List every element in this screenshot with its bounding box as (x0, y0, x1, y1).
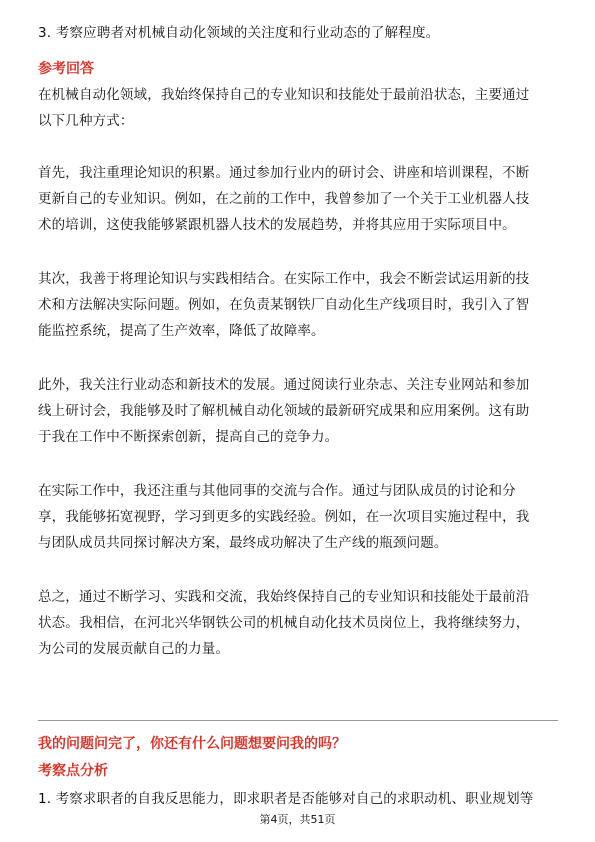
question-3: 3. 考察应聘者对机械自动化领域的关注度和行业动态的了解程度。 (38, 25, 440, 41)
paragraph-line: 在机械自动化领域，我始终保持自己的专业知识和技能处于最前沿状态，主要通过 (38, 87, 530, 103)
paragraph-line: 此外，我关注行业动态和新技术的发展。通过阅读行业杂志、关注专业网站和参加 (38, 377, 530, 393)
paragraph-line: 总之，通过不断学习、实践和交流，我始终保持自己的专业知识和技能处于最前沿 (38, 589, 530, 605)
answer-paragraph-2 (38, 160, 560, 238)
paragraph-line: 于我在工作中不断探索创新，提高自己的竞争力。 (38, 429, 339, 445)
paragraph-line: 能监控系统，提高了生产效率，降低了故障率。 (38, 323, 325, 339)
paragraph-line: 术的培训，这使我能够紧跟机器人技术的发展趋势，并将其应用于实际项目中。 (38, 217, 516, 233)
paragraph-line: 术和方法解决实际问题。例如，在负责某钢铁厂自动化生产线项目时，我引入了智 (38, 297, 530, 313)
answer-paragraph-6 (38, 584, 560, 662)
paragraph-line: 为公司的发展贡献自己的力量。 (38, 641, 230, 657)
paragraph-line: 线上研讨会，我能够及时了解机械自动化领域的最新研究成果和应用案例。这有助 (38, 403, 530, 419)
answer-paragraph-4 (38, 372, 560, 450)
paragraph-line: 状态。我相信，在河北兴华钢铁公司的机械自动化技术员岗位上，我将继续努力， (38, 615, 530, 631)
analysis-paragraph (38, 786, 560, 812)
answer-paragraph-3 (38, 266, 560, 344)
analysis-heading: 考察点分析 (38, 763, 108, 779)
paragraph-line: 以下几种方式： (38, 113, 134, 129)
paragraph-line: 与团队成员共同探讨解决方案，最终成功解决了生产线的瓶颈问题。 (38, 535, 448, 551)
paragraph-line: 其次，我善于将理论知识与实践相结合。在实际工作中，我会不断尝试运用新的技 (38, 271, 530, 287)
next-question-heading: 我的问题问完了，你还有什么问题想要问我的吗？ (38, 736, 346, 752)
answer-paragraph-5 (38, 478, 560, 556)
paragraph-line: 更新自己的专业知识。例如，在之前的工作中，我曾参加了一个关于工业机器人技 (38, 191, 530, 207)
paragraph-line: 首先，我注重理论知识的积累。通过参加行业内的研讨会、讲座和培训课程，不断 (38, 165, 530, 181)
paragraph-line: 1. 考察求职者的自我反思能力，即求职者是否能够对自己的求职动机、职业规划等 (38, 791, 534, 807)
answer-paragraph-1 (38, 82, 560, 134)
page-footer: 第4页，共51页 (259, 813, 336, 826)
section-divider (38, 720, 558, 721)
paragraph-line: 享，我能够拓宽视野，学习到更多的实践经验。例如，在一次项目实施过程中，我 (38, 509, 530, 525)
paragraph-line: 在实际工作中，我还注重与其他同事的交流与合作。通过与团队成员的讨论和分 (38, 483, 516, 499)
answer-heading: 参考回答 (38, 61, 94, 77)
